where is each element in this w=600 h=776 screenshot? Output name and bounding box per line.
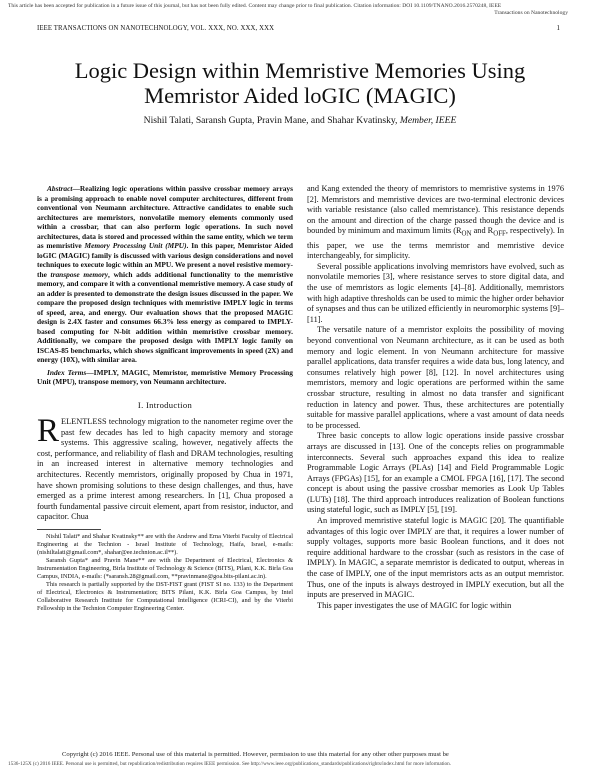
copyright-notice: Copyright (c) 2016 IEEE. Personal use of this material is permitted. However, permission to use this material for any other other purposes must be	[62, 751, 449, 758]
intro-paragraph-4: The versatile nature of a memristor exploits the possibility of moving beyond conventional von Neumann architecture, as it can be used as both memory and logic element. In von Neumann architecture for massive parallel applications, data transfer requires a wide data bus, long latency, and consumes relatively high power [8], [12]. In novel architectures using memristors, memory and logic operations are performed within the same crossbar structure, resulting in almost no data transfer and significant reduction in latency and power. Thus, these architectures are potentially suitable for massive parallel applications, where a vast amount of data needs to be processed.	[307, 325, 564, 430]
abstract-text-1: —Realizing logic operations within passive crossbar memory arrays is a promising approach to enable novel computer architectures, different from conventional von Neumann architecture. Attractive candidates to enable such architectures are memristors, nonvolatile memory elements commonly used within a crossbar, that can also perform logic operations. In such novel architectures, data is stored and processed within the same entity, which we term as memristive	[37, 184, 293, 250]
footnote-affiliation-1: Nishil Talati* and Shahar Kvatinsky** are with the Andrew and Erna Viterbi Faculty of Electrical Engineering at the Technion - Israel Institute of Technology, Haifa, Israel, e-mails: (nishiltalati@gmail.com*, shahar@ee.technion.ac.il**).	[37, 533, 293, 557]
index-terms	[37, 368, 293, 387]
intro-paragraph-2	[307, 184, 564, 262]
abstract-text-2: . In this paper, Memristor Aided loGIC (MAGIC) family is discussed with various design considerations and novel techniques to execute logic within an MPU. We present a novel resistive memory- the	[37, 241, 293, 279]
footnote-funding: This research is partially supported by the DST-FIST grant (FIST SI no. 133) to the Department of Electrical, Electronics & Instrumentation; BITS Pilani, K.K. Birla Goa Campus, by Intel Collaborative Research Institute for Computational Intelligence (ICRI-CI), and by the Viterbi Fellowship in the Technion Computer Engineering Center.	[37, 581, 293, 613]
intro-text-2b: and R	[471, 226, 494, 236]
right-column	[307, 184, 564, 611]
r-on-subscript: ON	[461, 231, 472, 239]
author-names: Nishil Talati, Saransh Gupta, Pravin Mane, and Shahar Kvatinsky,	[143, 115, 398, 126]
notice-line-2: Transactions on Nanotechnology	[494, 10, 568, 16]
intro-text-2a: and Kang extended the theory of memristors to memristive systems in 1976 [2]. Memristors and memristive devices are two-terminal electronic devices with variable resistance (also called memristance). This resistance depends on the amount and direction of the charge passed though the device and is bounded by minimum and maximum limits (R	[307, 184, 564, 236]
title-line-1: Logic Design within Memristive Memories Using	[74, 58, 526, 83]
notice-line-1: This article has been accepted for publication in a future issue of this journal, but has not been fully edited. Content may change prior to final publication. Citation information: DOI 10.1109/TNANO.2016.2570248, IEEE	[8, 3, 502, 9]
r-off-subscript: OFF	[493, 231, 506, 239]
intro-text-2c: , respectively). In this paper, we use the terms memristor and memristive device interchangeably, for simplicity.	[307, 226, 564, 261]
intro-paragraph-1	[37, 413, 293, 523]
abstract	[37, 184, 293, 365]
footnote-divider	[37, 529, 101, 530]
abstract-label: Abstract	[47, 184, 73, 193]
section-heading-introduction: I. Introduction	[137, 399, 193, 410]
intro-paragraph-6: An improved memristive stateful logic is MAGIC [20]. The quantifiable advantages of this logic over IMPLY are that, it requires a lower number of supply voltages, supports more basic Boolean functions, and it does not require additional hardware to the crossbar (such as resistors in the case of IMPLY). In MAGIC, a separate memristor is dedicated to output, whereas in the case of IMPLY, one of the input memristors acts as an output memristor. Thus, one of the inputs is always destroyed in IMPLY execution, but all the inputs are preserved in MAGIC.	[307, 516, 564, 600]
abstract-text-3: , which adds additional functionality to the memristive memory, and compare it with a conventional memristive memory. A case study of an adder is presented to demonstrate the design issues discussed in the paper. We compare the proposed design techniques with memristive IMPLY logic in terms of speed, area, and energy. Our evaluation shows that the proposed MAGIC design is 2.4X faster and consumes 66.3% less energy as compared to IMPLY-based computing for N-bit addition within memristive crossbar memory. Additionally, we compare the proposed design with IMPLY logic family on ISCAS-85 benchmarks, which shows significant improvements in speed (2X) and energy (10X), with similar area.	[37, 269, 293, 364]
abstract-mpu: Memory Processing Unit (MPU)	[84, 241, 187, 250]
left-column	[37, 184, 293, 613]
paper-title	[30, 58, 570, 108]
journal-info: IEEE TRANSACTIONS ON NANOTECHNOLOGY, VOL. XXX, NO. XXX, XXX	[37, 25, 275, 32]
title-line-2: Memristor Aided loGIC (MAGIC)	[144, 83, 456, 108]
footnote-affiliation-2: Saransh Gupta* and Pravin Mane** are with the Department of Electrical, Electronics & Instrumentation Engineering, Birla Institute of Technology & Science (BITS), Pilani, K.K. Birla Goa Campus, INDIA, e-mails: (*saransh.28@gmail.com, **pravinmane@goa.bits-pilani.ac.in).	[37, 557, 293, 581]
issn-permission-line: 1536-125X (c) 2016 IEEE. Personal use is permitted, but republication/redistribution requires IEEE permission. See http://www.ieee.org/publications_standards/publications/rights/index.html for more information.	[8, 761, 452, 767]
intro-text-1: ELENTLESS technology migration to the nanometer regime over the past few decades has led to high capacity memory and storage systems. This aggressive scaling, however, negatively affects the cost, performance, and reliability of flash and DRAM technologies, resulting in an increased interest in alternative memory technologies and architectures. Recently memristors, originally proposed by Chua in 1971, have shown promising solutions to these design challenges, and thus, have emerged as a prime interest among researchers. In [1], Chua proposed a fourth fundamental passive circuit element, apart from resistor, inductor, and capacitor. Chua	[37, 417, 293, 522]
index-terms-text: —IMPLY, MAGIC, Memristor, memristive Memory Processing Unit (MPU), transpose memory, von Neumann architecture.	[37, 367, 293, 386]
author-list	[30, 115, 570, 126]
index-terms-label: Index Terms	[47, 367, 87, 377]
drop-cap: R	[37, 413, 60, 450]
intro-paragraph-3: Several possible applications involving memristors have evolved, such as nonvolatile memories [3], where resistance serves to store digital data, and the use of memristors as logic elements [4]–[8]. Additionally, memristors with high adaptive thresholds can be used to mimic the higher order behavior of synapses and thus can be utilized efficiently in neuromorphic systems [9]–[11].	[307, 261, 564, 324]
author-membership: Member, IEEE	[399, 115, 457, 126]
footnotes	[37, 533, 293, 613]
abstract-transpose: transpose memory	[50, 269, 109, 279]
publication-notice	[8, 3, 588, 17]
running-head	[37, 25, 560, 32]
page-number: 1	[556, 25, 560, 32]
intro-paragraph-5: Three basic concepts to allow logic operations inside passive crossbar arrays are discussed in [13]. One of the concepts relies on programmable interconnects. Several such approaches expand this idea to realize Programmable Logic Arrays (PLAs) [14] and Field Programmable Logic Arrays (FPGAs) [15], for an example a CMOL FPGA [16], [17]. The second concept is about using the passive crossbar memories as Look Up Tables (LUTs) [18]. The third approach introduces realization of Boolean functions using stateful logic, such as IMPLY [5], [19].	[307, 431, 564, 515]
intro-paragraph-7: This paper investigates the use of MAGIC for logic within	[317, 600, 512, 610]
